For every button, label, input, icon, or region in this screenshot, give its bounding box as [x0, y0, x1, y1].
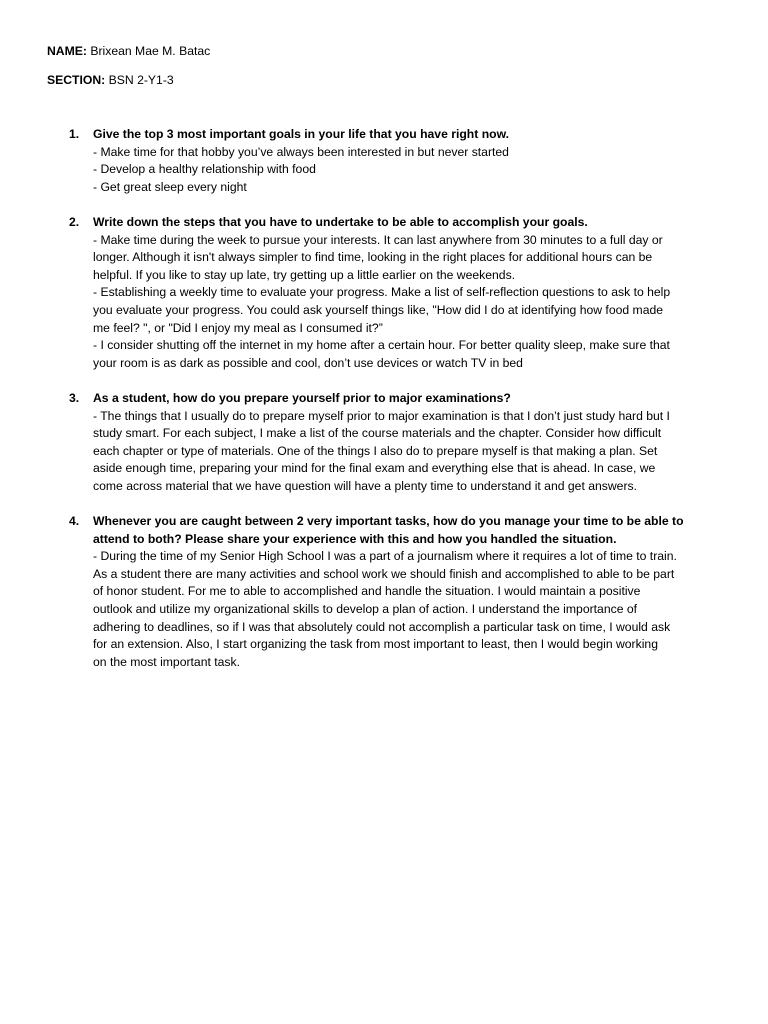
- answer-line: you evaluate your progress. You could ask yourself things like, "How did I do at identifying how food made: [93, 302, 664, 317]
- answer-line: As a student there are many activities and school work we should finish and accomplished to able to be part: [93, 566, 675, 581]
- question-number: 4.: [69, 514, 80, 529]
- question-title-line: Write down the steps that you have to undertake to be able to accomplish your goals.: [93, 214, 588, 229]
- answer-line: of honor student. For me to able to accomplished and handle the situation. I would maintain a positive: [93, 584, 641, 599]
- answer-line: study smart. For each subject, I make a list of the course materials and the chapter. Consider how difficult: [93, 426, 662, 441]
- name-value: Brixean Mae M. Batac: [90, 44, 211, 58]
- answer-line: longer. Although it isn't always simpler to find time, looking in the right places for additional hours can be: [93, 250, 653, 265]
- question-item: [47, 390, 727, 496]
- answer-line: aside enough time, preparing your mind for the final exam and everything else that is ahead. In case, we: [93, 461, 656, 476]
- answer-line: helpful. If you like to stay up late, try getting up a little earlier on the weekends.: [93, 267, 516, 282]
- answer-line: - Make time during the week to pursue your interests. It can last anywhere from 30 minutes to a full day or: [93, 232, 663, 247]
- name-label: NAME:: [47, 44, 87, 58]
- name-line: [47, 43, 210, 61]
- question-title-line: Whenever you are caught between 2 very important tasks, how do you manage your time to be able to: [93, 514, 684, 529]
- question-title-line: As a student, how do you prepare yourself prior to major examinations?: [93, 390, 511, 405]
- answer-line: - I consider shutting off the internet in my home after a certain hour. For better quality sleep, make sure that: [93, 338, 670, 353]
- question-number: 3.: [69, 390, 80, 405]
- answer-line: each chapter or type of materials. One of the things I also do to prepare myself is that making a plan. Set: [93, 443, 658, 458]
- answer-line: - Get great sleep every night: [93, 179, 247, 194]
- answer-line: - During the time of my Senior High School I was a part of a journalism where it requires a lot of time to train.: [93, 549, 677, 564]
- question-item: [47, 214, 727, 372]
- question-item: [47, 513, 727, 671]
- answer-line: me feel? ", or "Did I enjoy my meal as I consumed it?”: [93, 320, 383, 335]
- answer-line: on the most important task.: [93, 654, 240, 669]
- question-number: 1.: [69, 127, 80, 141]
- answer-line: - Make time for that hobby you’ve always been interested in but never started: [93, 144, 509, 159]
- question-item: [47, 126, 727, 196]
- section-line: [47, 72, 174, 90]
- section-label: SECTION:: [47, 73, 106, 87]
- question-title-line: attend to both? Please share your experience with this and how you handled the situation.: [93, 531, 617, 546]
- question-title-line: Give the top 3 most important goals in your life that you have right now.: [93, 127, 509, 141]
- answer-line: for an extension. Also, I start organizing the task from most important to least, then I would begin working: [93, 637, 658, 652]
- answer-line: - Develop a healthy relationship with food: [93, 162, 316, 177]
- question-number: 2.: [69, 214, 80, 229]
- section-value: BSN 2-Y1-3: [108, 73, 174, 87]
- question-list: [47, 126, 727, 689]
- answer-line: adhering to deadlines, so if I was that absolutely could not accomplish a particular task on time, I would ask: [93, 619, 671, 634]
- answer-line: outlook and utilize my organizational skills to develop a plan of action. I understand the importance of: [93, 602, 638, 617]
- answer-line: come across material that we have question will have a plenty time to understand it and get answers.: [93, 478, 637, 493]
- answer-line: - Establishing a weekly time to evaluate your progress. Make a list of self-reflection questions to ask to help: [93, 285, 671, 300]
- answer-line: - The things that I usually do to prepare myself prior to major examination is that I don’t just study hard but I: [93, 408, 670, 423]
- answer-line: your room is as dark as possible and cool, don’t use devices or watch TV in bed: [93, 355, 523, 370]
